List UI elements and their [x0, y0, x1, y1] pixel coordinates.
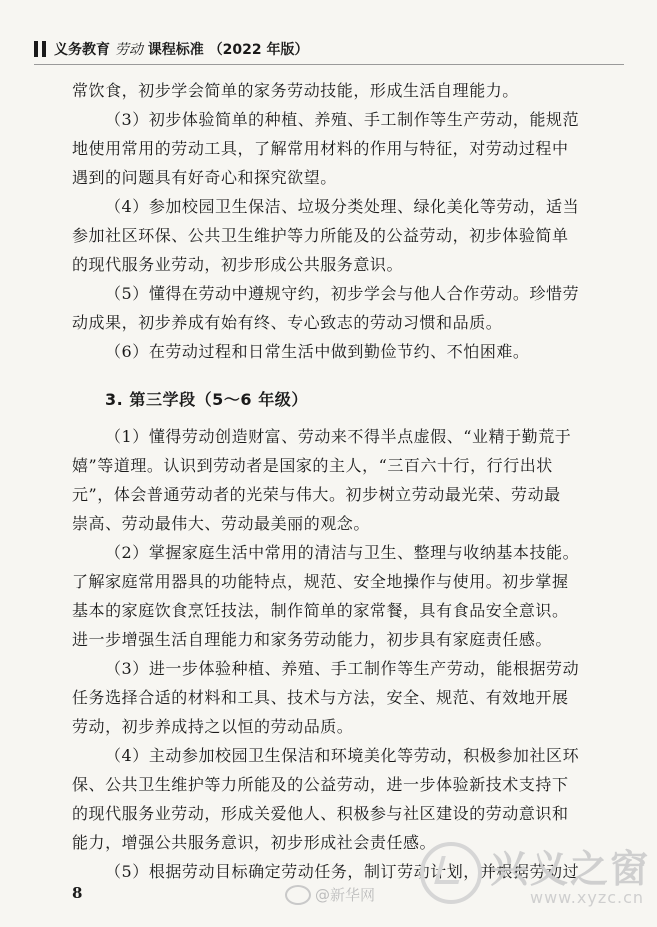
- site-watermark-url: www.xyzc.cn: [530, 888, 645, 907]
- body-line: （4）主动参加校园卫生保洁和环境美化等劳动，积极参加社区环: [105, 746, 580, 765]
- body-line: 劳动，初步养成持之以恒的劳动品质。: [72, 717, 354, 736]
- body-line: （3）进一步体验种植、养殖、手工制作等生产劳动，能根据劳动: [105, 659, 580, 678]
- running-header: [34, 34, 624, 65]
- header-title-a: 义务教育: [54, 42, 110, 58]
- body-line: （2）掌握家庭生活中常用的清洁与卫生、整理与收纳基本技能。: [105, 543, 580, 562]
- section-title: 3. 第三学段（5～6 年级）: [105, 390, 308, 408]
- body-line: 遇到的问题具有好奇心和探究欲望。: [72, 168, 337, 187]
- body-line: 任务选择合适的材料和工具、技术与方法，安全、规范、有效地开展: [72, 688, 569, 707]
- body-line: 参加社区环保、公共卫生维护等力所能及的公益劳动，初步体验简单: [72, 226, 569, 245]
- body-line: 嬉”等道理。认识到劳动者是国家的主人，“三百六十行，行行出状: [72, 456, 553, 475]
- body-line: 能力，增强公共服务意识，初步形成社会责任感。: [72, 833, 437, 852]
- body-line: （6）在劳动过程和日常生活中做到勤俭节约、不怕困难。: [105, 342, 530, 361]
- header-title: [54, 39, 308, 59]
- site-watermark-name: 兴义之窗: [490, 847, 651, 891]
- body-line: 动成果，初步养成有始有终、专心致志的劳动习惯和品质。: [72, 313, 503, 332]
- site-watermark: [420, 838, 650, 918]
- body-line: （4）参加校园卫生保洁、垃圾分类处理、绿化美化等劳动，适当: [105, 197, 580, 216]
- body-line: 保、公共卫生维护等力所能及的公益劳动，进一步体验新技术支持下: [72, 775, 569, 794]
- header-title-b: 劳动: [114, 42, 143, 58]
- body-line: （5）根据劳动目标确定劳动任务，制订劳动计划，并根据劳动过: [105, 862, 580, 881]
- header-edition: （2022 年版）: [208, 42, 309, 58]
- body-line: 崇高、劳动最伟大、劳动最美丽的观念。: [72, 514, 370, 533]
- body-line: 的现代服务业劳动，初步形成公共服务意识。: [72, 255, 404, 274]
- site-logo-icon: [420, 842, 482, 904]
- body-line: 常饮食，初步学会简单的家务劳动技能，形成生活自理能力。: [72, 81, 519, 100]
- body-line: 元”，体会普通劳动者的光荣与伟大。初步树立劳动最光荣、劳动最: [72, 485, 561, 504]
- header-bars-ornament: [34, 41, 46, 57]
- weibo-handle: @新华网: [315, 886, 376, 904]
- weibo-logo-icon: [285, 885, 311, 905]
- body-line: （5）懂得在劳动中遵规守约，初步学会与他人合作劳动。珍惜劳: [105, 284, 580, 303]
- page-number: 8: [72, 884, 83, 902]
- weibo-watermark: [285, 884, 375, 905]
- body-line: 的现代服务业劳动，形成关爱他人、积极参与社区建设的劳动意识和: [72, 804, 569, 823]
- body-line: 进一步增强生活自理能力和家务劳动能力，初步具有家庭责任感。: [72, 630, 552, 649]
- page-body: [72, 76, 582, 886]
- body-line: 了解家庭常用器具的功能特点，规范、安全地操作与使用。初步掌握: [72, 572, 569, 591]
- body-line: （3）初步体验简单的种植、养殖、手工制作等生产劳动，能规范: [105, 110, 580, 129]
- body-line: （1）懂得劳动创造财富、劳动来不得半点虚假、“业精于勤荒于: [105, 427, 572, 446]
- body-line: 基本的家庭饮食烹饪技法，制作简单的家常餐，具有食品安全意识。: [72, 601, 569, 620]
- header-title-c: 课程标准: [147, 42, 204, 58]
- body-line: 地使用常用的劳动工具，了解常用材料的作用与特征，对劳动过程中: [72, 139, 569, 158]
